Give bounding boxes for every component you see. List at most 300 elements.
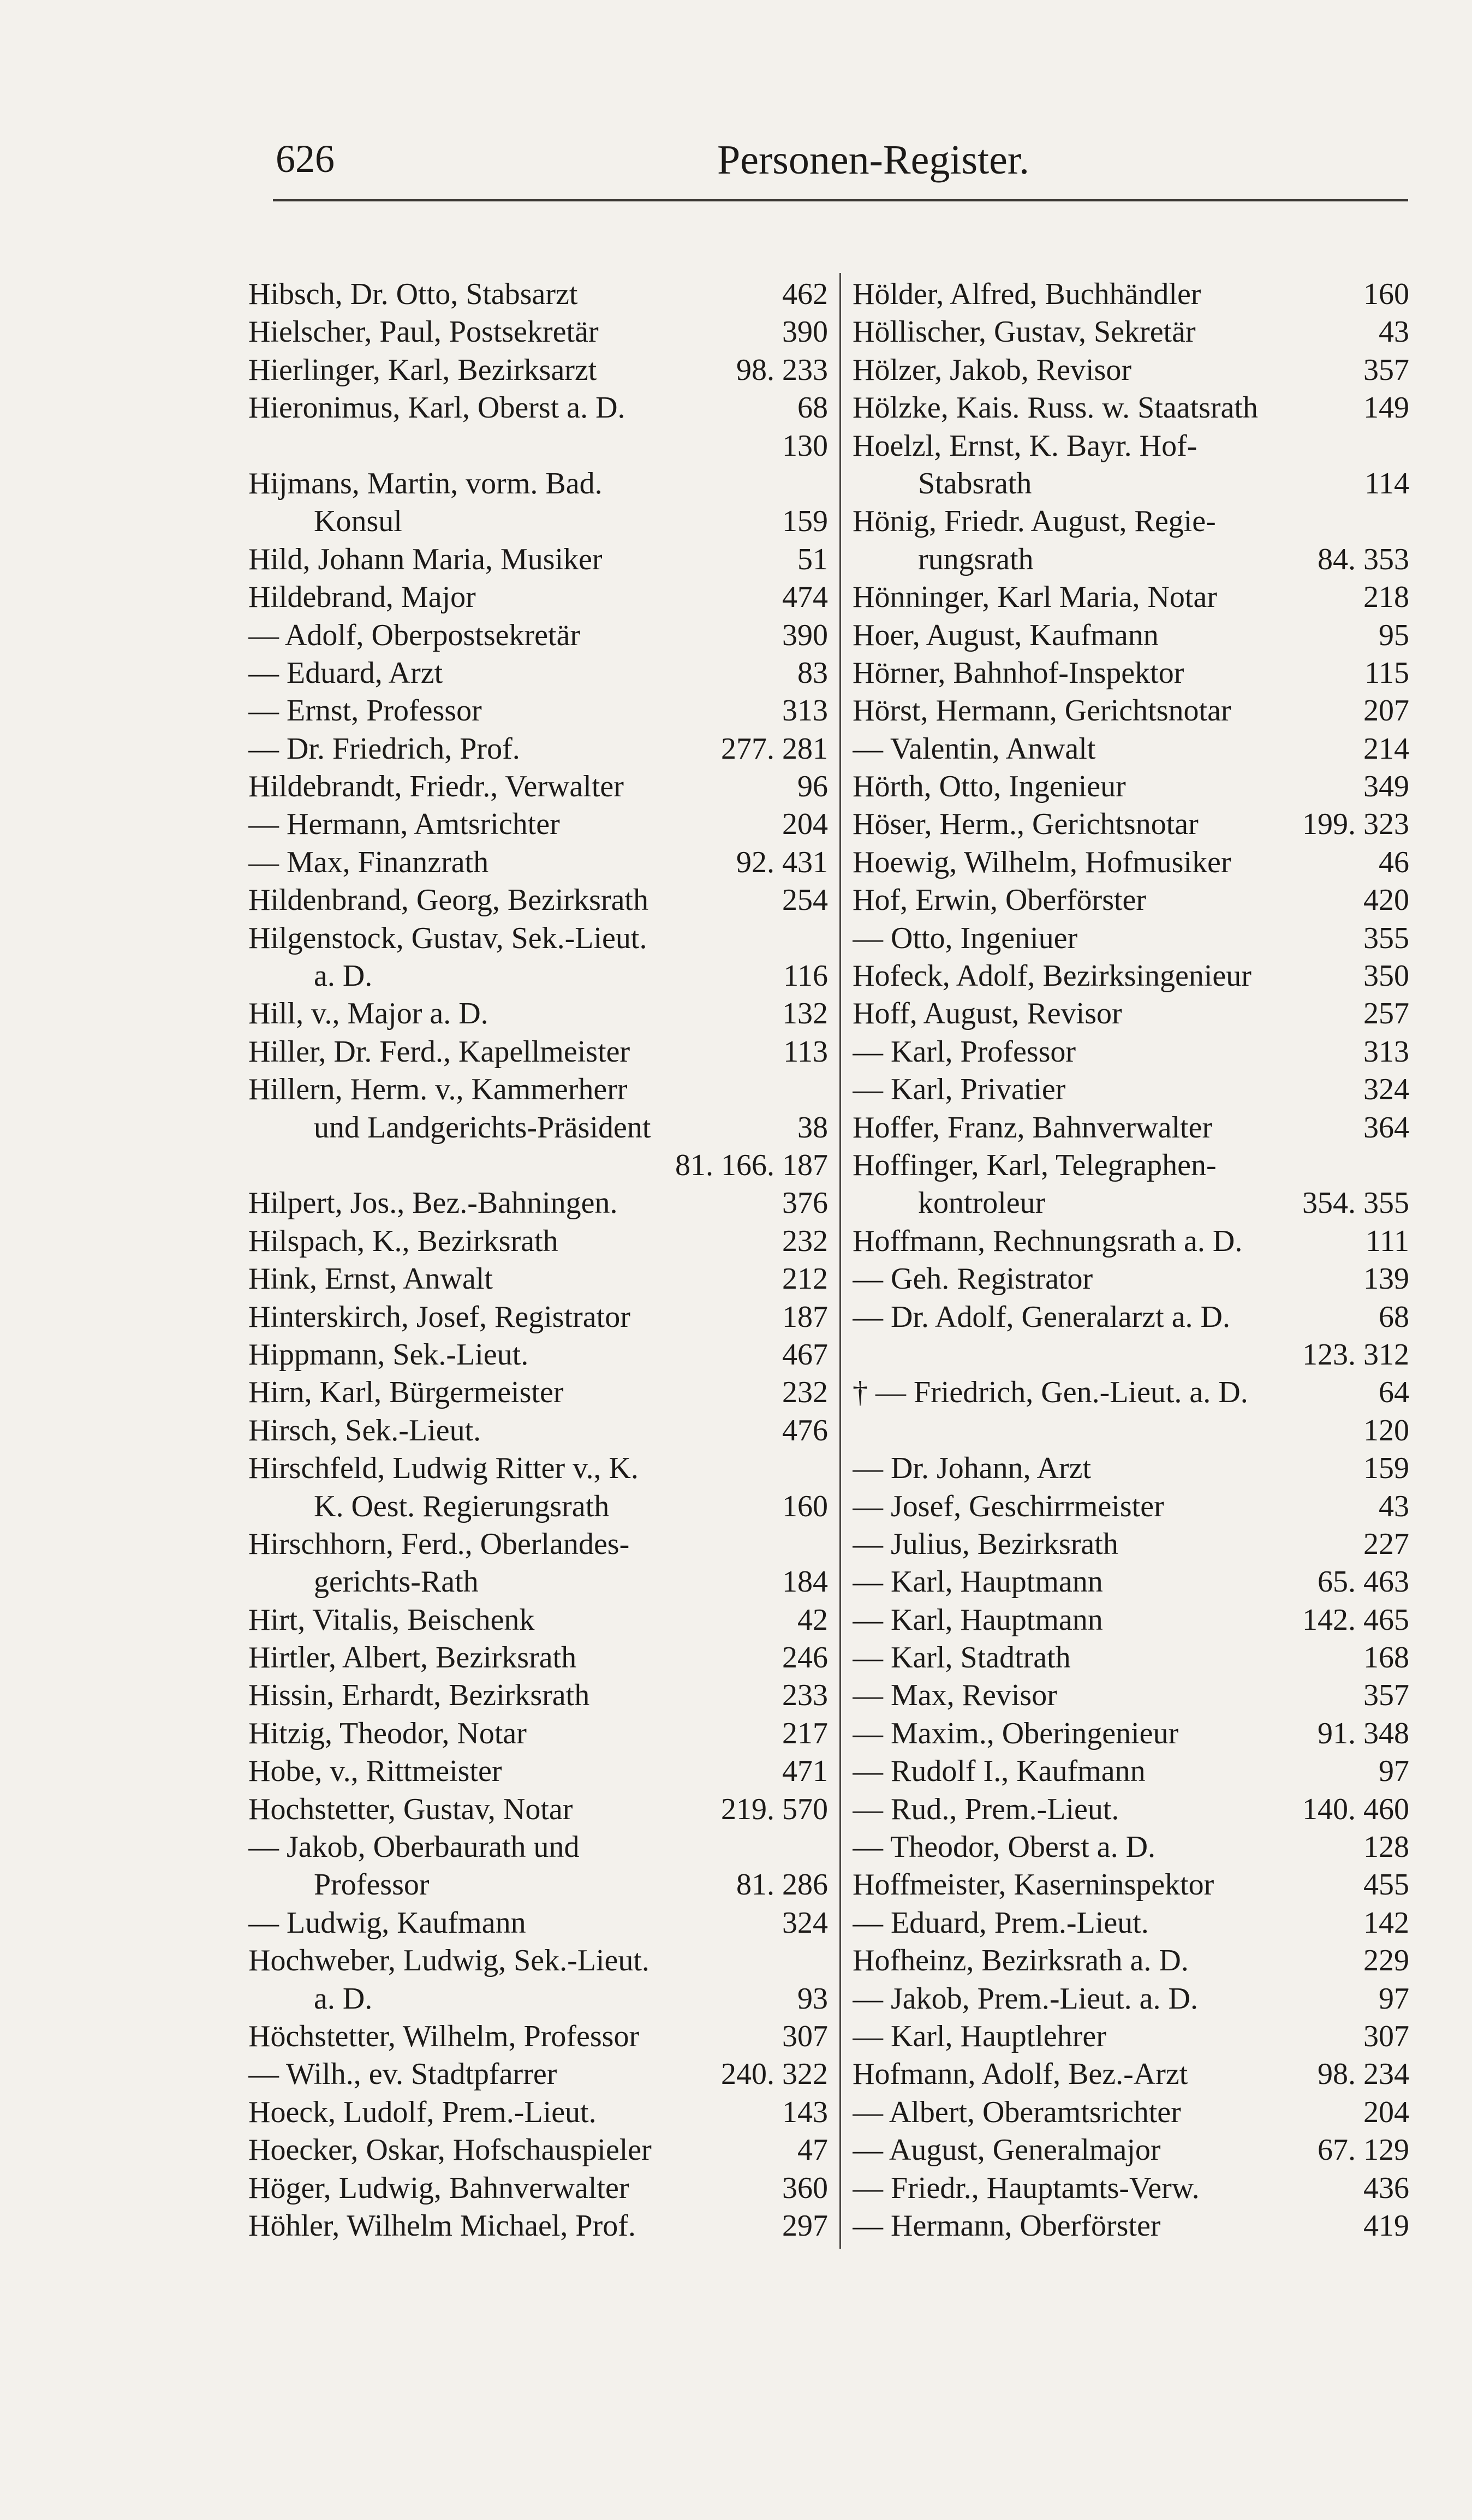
entry-pages: 65. 463 [1318, 1565, 1409, 1599]
entry-pages: 217 [782, 1716, 828, 1750]
index-entry [853, 389, 1409, 427]
index-entry [853, 730, 1409, 768]
entry-pages: 132 [782, 997, 828, 1031]
index-entry [853, 1109, 1409, 1147]
index-entry [853, 276, 1409, 313]
index-entry [248, 1336, 828, 1374]
entry-name: — Max, Revisor [853, 1678, 1057, 1713]
index-entry [853, 692, 1409, 730]
entry-name: Hilgenstock, Gustav, Sek.-Lieut. [248, 921, 647, 955]
index-entry-continuation [248, 1147, 828, 1184]
entry-name: — Jakob, Prem.-Lieut. a. D. [853, 1981, 1198, 2016]
entry-name: Hierlinger, Karl, Bezirksarzt [248, 353, 597, 387]
entry-pages: 357 [1363, 1678, 1409, 1713]
index-entry [853, 1526, 1409, 1563]
entry-name: a. D. [314, 959, 373, 993]
entry-name: Hink, Ernst, Anwalt [248, 1262, 493, 1296]
index-entry [248, 768, 828, 806]
entry-name: Hirtler, Albert, Bezirksrath [248, 1641, 577, 1675]
entry-pages: 227 [1363, 1527, 1409, 1561]
entry-name: Hoeck, Ludolf, Prem.-Lieut. [248, 2095, 597, 2129]
entry-name: Professor [314, 1868, 430, 1902]
index-entry-continuation [248, 1563, 828, 1601]
entry-name: Hobe, v., Rittmeister [248, 1754, 502, 1789]
entry-name: — Valentin, Anwalt [853, 731, 1096, 766]
entry-pages: 184 [782, 1565, 828, 1599]
entry-name: Hibsch, Dr. Otto, Stabsarzt [248, 277, 578, 311]
entry-name: gerichts-Rath [314, 1565, 479, 1599]
index-entry [248, 389, 828, 427]
index-entry [853, 1563, 1409, 1601]
entry-pages: 199. 323 [1302, 807, 1409, 842]
index-entry [853, 1639, 1409, 1677]
entry-name: Hoffmann, Rechnungsrath a. D. [853, 1224, 1243, 1258]
entry-pages: 67. 129 [1318, 2133, 1409, 2167]
index-entry [248, 2170, 828, 2207]
index-entry [248, 920, 828, 957]
index-entry [853, 654, 1409, 692]
entry-pages: 159 [1363, 1451, 1409, 1486]
entry-name: Hoffmeister, Kaserninspektor [853, 1868, 1214, 1902]
entry-pages: 455 [1363, 1868, 1409, 1902]
entry-name: Hill, v., Major a. D. [248, 997, 488, 1031]
entry-pages: 419 [1363, 2208, 1409, 2243]
entry-name: K. Oest. Regierungsrath [314, 1489, 610, 1523]
entry-pages: 390 [782, 315, 828, 349]
entry-name: Hoff, August, Revisor [853, 997, 1122, 1031]
entry-name: — Karl, Hauptmann [853, 1602, 1103, 1637]
entry-pages: 115 [1364, 656, 1409, 690]
index-entry [248, 995, 828, 1033]
entry-pages: 139 [1363, 1262, 1409, 1296]
entry-pages: 130 [782, 428, 828, 463]
entry-name: kontroleur [918, 1186, 1046, 1220]
entry-pages: 436 [1363, 2171, 1409, 2205]
index-entry [248, 1223, 828, 1260]
entry-name: Hirn, Karl, Bürgermeister [248, 1375, 564, 1410]
entry-pages: 246 [782, 1641, 828, 1675]
entry-pages: 51 [797, 542, 828, 576]
index-entry [248, 844, 828, 881]
entry-pages: 96 [797, 770, 828, 804]
index-entry [248, 1791, 828, 1828]
index-entry-continuation [248, 1109, 828, 1147]
entry-pages: 68 [797, 391, 828, 425]
index-entry [248, 352, 828, 389]
entry-name: — Dr. Johann, Arzt [853, 1451, 1092, 1486]
index-entry [853, 503, 1409, 540]
index-entry [248, 1374, 828, 1411]
index-entry [248, 1184, 828, 1222]
entry-name: Hielscher, Paul, Postsekretär [248, 315, 599, 349]
index-entry [248, 1753, 828, 1790]
index-entry [853, 957, 1409, 995]
index-entry [853, 1298, 1409, 1336]
index-entry [248, 1639, 828, 1677]
index-entry [853, 1677, 1409, 1714]
entry-name: — Hermann, Oberförster [853, 2208, 1161, 2243]
entry-pages: 357 [1363, 353, 1409, 387]
index-entry [248, 654, 828, 692]
entry-name: Hieronimus, Karl, Oberst a. D. [248, 391, 625, 425]
index-entry [853, 1488, 1409, 1526]
entry-name: Hoffer, Franz, Bahnverwalter [853, 1110, 1213, 1145]
index-entry [248, 2056, 828, 2093]
index-entry [248, 692, 828, 730]
index-entry [248, 1412, 828, 1450]
entry-pages: 97 [1379, 1754, 1409, 1789]
index-entry [853, 2056, 1409, 2093]
index-entry [248, 2131, 828, 2169]
index-entry-continuation [248, 1866, 828, 1904]
entry-name: Hönig, Friedr. August, Regie- [853, 504, 1216, 539]
index-entry [853, 617, 1409, 654]
entry-pages: 140. 460 [1302, 1792, 1409, 1826]
entry-pages: 47 [797, 2133, 828, 2167]
index-entry [248, 1677, 828, 1714]
entry-name: — Karl, Professor [853, 1034, 1076, 1069]
index-entry [853, 313, 1409, 351]
index-entry [248, 1298, 828, 1336]
index-entry [248, 465, 828, 503]
left-column [248, 276, 828, 2245]
entry-name: Hoewig, Wilhelm, Hofmusiker [853, 845, 1231, 879]
entry-name: — Karl, Hauptmann [853, 1565, 1103, 1599]
entry-name: Hildebrand, Major [248, 580, 476, 615]
entry-pages: 240. 322 [721, 2057, 828, 2092]
entry-name: Hijmans, Martin, vorm. Bad. [248, 466, 603, 501]
entry-pages: 307 [1363, 2019, 1409, 2053]
entry-name: Hoer, August, Kaufmann [853, 618, 1159, 652]
entry-name: Hiller, Dr. Ferd., Kapellmeister [248, 1034, 630, 1069]
entry-name: — Wilh., ev. Stadtpfarrer [248, 2057, 557, 2092]
index-entry [248, 730, 828, 768]
index-entry [853, 768, 1409, 806]
entry-pages: 204 [782, 807, 828, 842]
entry-name: — August, Generalmajor [853, 2133, 1161, 2167]
entry-name: Höchstetter, Wilhelm, Professor [248, 2019, 640, 2053]
entry-name: Hillern, Herm. v., Kammerherr [248, 1073, 628, 1107]
index-entry [248, 1033, 828, 1071]
entry-name: — Julius, Bezirksrath [853, 1527, 1118, 1561]
entry-name: Hoecker, Oskar, Hofschauspieler [248, 2133, 652, 2167]
entry-name: Hilspach, K., Bezirksrath [248, 1224, 558, 1258]
entry-name: a. D. [314, 1981, 373, 2016]
index-entry [248, 1601, 828, 1639]
index-entry [853, 1033, 1409, 1071]
entry-pages: 207 [1363, 694, 1409, 728]
entry-name: Hofmann, Adolf, Bez.-Arzt [853, 2057, 1188, 2092]
index-entry-continuation [248, 1980, 828, 2018]
entry-name: — Karl, Hauptlehrer [853, 2019, 1106, 2053]
entry-name: Hoelzl, Ernst, K. Bayr. Hof- [853, 428, 1197, 463]
entry-name: — Ludwig, Kaufmann [248, 1905, 526, 1940]
entry-pages: 128 [1363, 1830, 1409, 1864]
entry-pages: 324 [1363, 1073, 1409, 1107]
index-entry [248, 1904, 828, 1942]
entry-pages: 159 [782, 504, 828, 539]
index-entry [248, 2094, 828, 2131]
entry-name: Höllischer, Gustav, Sekretär [853, 315, 1196, 349]
entry-name: — Geh. Registrator [853, 1262, 1093, 1296]
entry-name: Hirschfeld, Ludwig Ritter v., K. [248, 1451, 639, 1486]
entry-name: — Otto, Ingeniuer [853, 921, 1078, 955]
entry-pages: 168 [1363, 1641, 1409, 1675]
index-entry [248, 579, 828, 616]
entry-pages: 91. 348 [1318, 1716, 1409, 1750]
entry-name: Hochweber, Ludwig, Sek.-Lieut. [248, 1944, 649, 1978]
entry-name: — Josef, Geschirrmeister [853, 1489, 1164, 1523]
entry-pages: 360 [782, 2171, 828, 2205]
index-entry [853, 1450, 1409, 1487]
entry-name: Hinterskirch, Josef, Registrator [248, 1300, 630, 1334]
entry-pages: 143 [782, 2095, 828, 2129]
entry-pages: 233 [782, 1678, 828, 1713]
index-entry [853, 1260, 1409, 1298]
entry-name: — Albert, Oberamtsrichter [853, 2095, 1181, 2129]
entry-name: Hönninger, Karl Maria, Notar [853, 580, 1217, 615]
entry-pages: 92. 431 [736, 845, 828, 879]
entry-name: Hilpert, Jos., Bez.-Bahningen. [248, 1186, 618, 1220]
index-entry [248, 313, 828, 351]
index-entry [853, 1147, 1409, 1184]
entry-pages: 350 [1363, 959, 1409, 993]
index-entry [853, 2207, 1409, 2245]
index-entry [853, 1223, 1409, 1260]
entry-name: — Dr. Friedrich, Prof. [248, 731, 520, 766]
entry-pages: 113 [783, 1034, 828, 1069]
index-entry [853, 1715, 1409, 1753]
entry-name: Hissin, Erhardt, Bezirksrath [248, 1678, 590, 1713]
index-entry [853, 881, 1409, 919]
index-entry-continuation [853, 1336, 1409, 1374]
index-entry [853, 1071, 1409, 1109]
page-number: 626 [276, 137, 335, 181]
entry-name: Stabsrath [918, 466, 1032, 501]
entry-pages: 349 [1363, 770, 1409, 804]
entry-pages: 97 [1379, 1981, 1409, 2016]
entry-name: Hölzke, Kais. Russ. w. Staatsrath [853, 391, 1258, 425]
entry-name: Hofheinz, Bezirksrath a. D. [853, 1944, 1189, 1978]
entry-pages: 160 [782, 1489, 828, 1523]
entry-pages: 84. 353 [1318, 542, 1409, 576]
entry-name: — Dr. Adolf, Generalarzt a. D. [853, 1300, 1230, 1334]
entry-name: Hirschhorn, Ferd., Oberlandes- [248, 1527, 630, 1561]
entry-pages: 313 [782, 694, 828, 728]
entry-pages: 229 [1363, 1944, 1409, 1978]
entry-name: und Landgerichts-Präsident [314, 1110, 651, 1145]
entry-name: — Jakob, Oberbaurath und [248, 1830, 580, 1864]
entry-name: † — Friedrich, Gen.-Lieut. a. D. [853, 1375, 1248, 1410]
entry-pages: 471 [782, 1754, 828, 1789]
entry-pages: 254 [782, 883, 828, 918]
index-entry [248, 276, 828, 313]
index-entry [853, 1942, 1409, 1980]
entry-pages: 43 [1379, 1489, 1409, 1523]
entry-pages: 187 [782, 1300, 828, 1334]
entry-pages: 257 [1363, 997, 1409, 1031]
index-entry [853, 1374, 1409, 1411]
entry-name: — Hermann, Amtsrichter [248, 807, 560, 842]
index-entry [248, 1715, 828, 1753]
entry-name: Hippmann, Sek.-Lieut. [248, 1337, 529, 1372]
entry-pages: 149 [1363, 391, 1409, 425]
entry-name: Hof, Erwin, Oberförster [853, 883, 1147, 918]
index-entry [248, 2018, 828, 2056]
entry-name: — Karl, Stadtrath [853, 1641, 1071, 1675]
entry-pages: 46 [1379, 845, 1409, 879]
index-entry [853, 1791, 1409, 1828]
index-entry [853, 427, 1409, 465]
index-entry [248, 1526, 828, 1563]
entry-name: Hildebrandt, Friedr., Verwalter [248, 770, 624, 804]
entry-pages: 277. 281 [721, 731, 828, 766]
entry-pages: 160 [1363, 277, 1409, 311]
entry-pages: 376 [782, 1186, 828, 1220]
entry-name: rungsrath [918, 542, 1034, 576]
index-entry [853, 2170, 1409, 2207]
entry-pages: 476 [782, 1413, 828, 1447]
entry-name: Hild, Johann Maria, Musiker [248, 542, 603, 576]
index-entry [853, 1980, 1409, 2018]
entry-name: Hörth, Otto, Ingenieur [853, 770, 1126, 804]
index-entry [853, 579, 1409, 616]
index-entry [853, 1753, 1409, 1790]
entry-name: Höser, Herm., Gerichtsnotar [853, 807, 1199, 842]
entry-name: Hörner, Bahnhof-Inspektor [853, 656, 1184, 690]
entry-name: Hildenbrand, Georg, Bezirksrath [248, 883, 648, 918]
entry-name: — Rud., Prem.-Lieut. [853, 1792, 1119, 1826]
entry-pages: 218 [1363, 580, 1409, 615]
index-entry [248, 1942, 828, 1980]
entry-name: Höhler, Wilhelm Michael, Prof. [248, 2208, 636, 2243]
entry-pages: 116 [783, 959, 828, 993]
index-entry [248, 617, 828, 654]
index-entry [853, 2018, 1409, 2056]
entry-pages: 212 [782, 1262, 828, 1296]
entry-pages: 83 [797, 656, 828, 690]
index-entry [248, 541, 828, 579]
entry-pages: 142 [1363, 1905, 1409, 1940]
entry-pages: 204 [1363, 2095, 1409, 2129]
entry-name: — Eduard, Arzt [248, 656, 443, 690]
entry-name: Hirt, Vitalis, Beischenk [248, 1602, 535, 1637]
entry-name: — Friedr., Hauptamts-Verw. [853, 2171, 1200, 2205]
right-column [853, 276, 1409, 2245]
index-entry [248, 1450, 828, 1487]
entry-name: — Karl, Privatier [853, 1073, 1066, 1107]
entry-pages: 42 [797, 1602, 828, 1637]
entry-pages: 354. 355 [1302, 1186, 1409, 1220]
entry-pages: 68 [1379, 1300, 1409, 1334]
entry-name: Hörst, Hermann, Gerichtsnotar [853, 694, 1231, 728]
entry-pages: 95 [1379, 618, 1409, 652]
entry-name: Hitzig, Theodor, Notar [248, 1716, 527, 1750]
entry-name: Konsul [314, 504, 402, 539]
index-entry [248, 806, 828, 843]
entry-name: Hölder, Alfred, Buchhändler [853, 277, 1201, 311]
entry-pages: 307 [782, 2019, 828, 2053]
entry-pages: 219. 570 [721, 1792, 828, 1826]
entry-pages: 467 [782, 1337, 828, 1372]
index-entry [853, 995, 1409, 1033]
column-divider [839, 273, 841, 2249]
entry-name: — Ernst, Professor [248, 694, 482, 728]
index-entry [853, 806, 1409, 843]
entry-pages: 355 [1363, 921, 1409, 955]
entry-pages: 81. 166. 187 [675, 1148, 828, 1182]
entry-pages: 232 [782, 1375, 828, 1410]
entry-pages: 43 [1379, 315, 1409, 349]
entry-pages: 324 [782, 1905, 828, 1940]
index-entry [853, 2094, 1409, 2131]
index-entry [248, 1260, 828, 1298]
index-entry [248, 1828, 828, 1866]
index-entry [853, 844, 1409, 881]
entry-pages: 142. 465 [1302, 1602, 1409, 1637]
index-entry [853, 352, 1409, 389]
entry-pages: 98. 233 [736, 353, 828, 387]
index-entry [248, 1071, 828, 1109]
entry-pages: 64 [1379, 1375, 1409, 1410]
entry-name: Hochstetter, Gustav, Notar [248, 1792, 573, 1826]
entry-pages: 214 [1363, 731, 1409, 766]
entry-name: Hoffinger, Karl, Telegraphen- [853, 1148, 1217, 1182]
entry-name: — Eduard, Prem.-Lieut. [853, 1905, 1149, 1940]
entry-pages: 474 [782, 580, 828, 615]
entry-pages: 462 [782, 277, 828, 311]
entry-pages: 120 [1363, 1413, 1409, 1447]
index-entry [853, 1828, 1409, 1866]
header-rule [273, 199, 1408, 201]
entry-pages: 38 [797, 1110, 828, 1145]
index-entry-continuation [853, 541, 1409, 579]
entry-pages: 111 [1366, 1224, 1409, 1258]
entry-name: — Rudolf I., Kaufmann [853, 1754, 1146, 1789]
entry-pages: 313 [1363, 1034, 1409, 1069]
index-entry [853, 1904, 1409, 1942]
index-entry-continuation [853, 1184, 1409, 1222]
entry-pages: 98. 234 [1318, 2057, 1409, 2092]
entry-name: — Max, Finanzrath [248, 845, 489, 879]
entry-name: Hölzer, Jakob, Revisor [853, 353, 1131, 387]
index-entry [248, 881, 828, 919]
entry-pages: 93 [797, 1981, 828, 2016]
index-entry [853, 1601, 1409, 1639]
index-entry-continuation [853, 465, 1409, 503]
entry-pages: 232 [782, 1224, 828, 1258]
index-entry [853, 1866, 1409, 1904]
entry-pages: 114 [1364, 466, 1409, 501]
entry-pages: 81. 286 [736, 1868, 828, 1902]
index-entry-continuation [853, 1412, 1409, 1450]
entry-name: — Theodor, Oberst a. D. [853, 1830, 1156, 1864]
entry-pages: 420 [1363, 883, 1409, 918]
index-entry-continuation [248, 427, 828, 465]
index-entry [853, 2131, 1409, 2169]
entry-pages: 364 [1363, 1110, 1409, 1145]
entry-name: — Maxim., Oberingenieur [853, 1716, 1179, 1750]
entry-pages: 123. 312 [1302, 1337, 1409, 1372]
entry-name: — Adolf, Oberpostsekretär [248, 618, 581, 652]
entry-pages: 297 [782, 2208, 828, 2243]
index-entry-continuation [248, 503, 828, 540]
page-title: Personen-Register. [717, 137, 1029, 183]
index-entry-continuation [248, 1488, 828, 1526]
entry-pages: 390 [782, 618, 828, 652]
index-entry [853, 920, 1409, 957]
entry-name: Hofeck, Adolf, Bezirksingenieur [853, 959, 1252, 993]
